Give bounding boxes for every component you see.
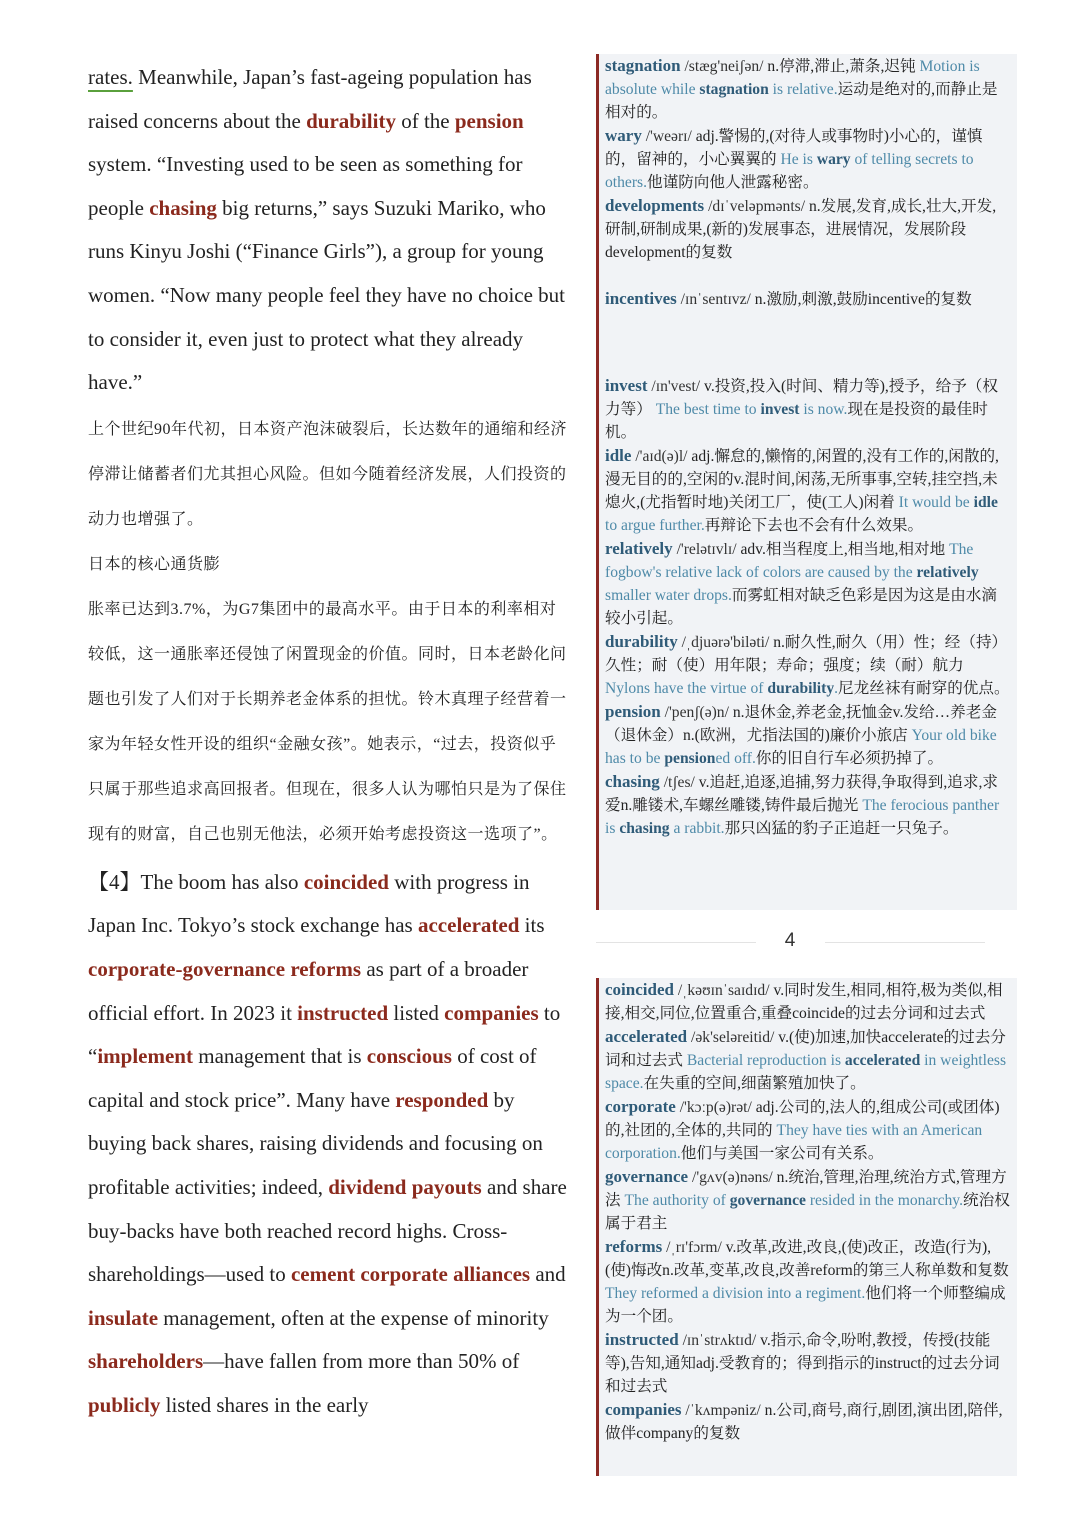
- example-text: Your old bike has to be: [605, 727, 997, 767]
- example-text: It would be: [898, 494, 974, 511]
- example-text: ed off.: [715, 750, 756, 767]
- highlighted-keyword: pension: [454, 108, 524, 133]
- phonetic: /ˌrɪ'fɔrm/: [662, 1239, 726, 1256]
- vocab-entry: [605, 54, 1011, 124]
- vocabulary-panel-1: [596, 54, 1017, 910]
- chinese-translation-heading: 日本的核心通货膨: [88, 555, 221, 573]
- english-paragraph-2: [88, 861, 570, 1428]
- headword: incentives: [605, 289, 677, 308]
- definition: n.耐久性,耐久（用）性；经（持）久性；耐（使）用年限；寿命；强度；续（耐）航力: [605, 634, 1008, 674]
- page-number: 4: [784, 930, 796, 951]
- highlighted-keyword: conscious: [366, 1044, 452, 1069]
- text-run: and: [530, 1262, 566, 1287]
- vocab-entry: [605, 1095, 1011, 1165]
- example-text: They have ties with an American corporation.: [605, 1122, 983, 1162]
- example-translation: 尼龙丝袜有耐穿的优点。: [838, 680, 1010, 697]
- vocab-entry: [605, 1235, 1011, 1328]
- page-divider-right: [825, 942, 985, 943]
- vocab-entry: [605, 630, 1011, 700]
- definition: n.公司,商号,商行,剧团,演出团,陪伴,做伴company的复数: [605, 1402, 1003, 1442]
- text-run: big returns,” says Suzuki Mariko, who runs Kinyu Joshi (“Finance Girls”), a group for young women. “Now many people feel they have no choice but to consider it, even just to protect what they already have.”: [88, 195, 566, 395]
- phonetic: /stæg'neiʃən/: [680, 58, 768, 75]
- headword: governance: [605, 1167, 689, 1186]
- example-text: The authority of: [624, 1192, 730, 1209]
- definition: v.改革,改进,改良,(使)改正，改造(行为),(使)悔改n.改革,变革,改良,改善reform的第三人称单数和复数: [605, 1239, 1009, 1279]
- headword: stagnation: [605, 56, 681, 75]
- phonetic: /dɪˈveləpmənts/: [704, 198, 809, 215]
- highlighted-keyword: corporate-governance reforms: [88, 956, 362, 981]
- definition: n.退休金,养老金,抚恤金v.发给…养老金（退休金）n.(欧洲，尤指法国的)廉价小旅店: [605, 704, 997, 744]
- highlighted-keyword: implement: [97, 1044, 193, 1069]
- example-text: accelerated: [844, 1052, 921, 1069]
- example-translation: 在失重的空间,细菌繁殖加快了。: [643, 1075, 866, 1092]
- example-text: is now.: [799, 401, 848, 418]
- example-text: is relative.: [768, 81, 838, 98]
- definition: n.发展,发育,成长,壮大,开发,研制,研制成果,(新的)发展事态，进展情况，发展阶段development的复数: [605, 198, 997, 261]
- example-text: resided in the monarchy.: [805, 1192, 963, 1209]
- chinese-translation-1: 上个世纪90年代初，日本资产泡沫破裂后，长达数年的通缩和经济停滞让储蓄者们尤其担心风险。但如今随着经济发展，人们投资的动力也增强了。: [88, 420, 568, 528]
- vocab-entry: [605, 770, 1011, 840]
- example-translation: 运动是绝对的,而静止是相对的。: [605, 81, 998, 121]
- example-translation: 他们与美国一家公司有关系。: [680, 1145, 884, 1162]
- example-text: durability: [767, 680, 835, 697]
- definition: v.同时发生,相同,相符,极为类似,相接,相交,同位,位置重合,重叠coincide的过去分词和过去式: [605, 982, 1003, 1022]
- example-text: smaller water drops.: [605, 587, 732, 604]
- example-text: Nylons have the virtue of: [605, 680, 768, 697]
- vocab-entry: [605, 124, 1011, 194]
- example-text: stagnation: [699, 81, 769, 98]
- text-run: to “: [88, 1000, 561, 1069]
- vocab-entry: [605, 537, 1011, 630]
- highlighted-keyword: dividend payouts: [328, 1174, 482, 1199]
- vocab-entry: [605, 978, 1011, 1025]
- definition: v.投资,投入(时间、精力等),授予，给予（权力等）: [605, 378, 998, 418]
- text-run: —have fallen from more than 50% of: [203, 1349, 520, 1374]
- article-column: [88, 56, 570, 1427]
- example-text: They reformed a division into a regiment.: [605, 1285, 866, 1302]
- example-text: relatively: [916, 564, 979, 581]
- highlighted-keyword: cement corporate alliances: [290, 1262, 531, 1287]
- headword: accelerated: [605, 1027, 688, 1046]
- spacer: [605, 264, 1011, 287]
- definition: n.激励,刺激,鼓励incentive的复数: [754, 291, 972, 308]
- text-run: Meanwhile, Japan’s fast-ageing population has raised concerns about the: [88, 65, 532, 133]
- example-text: in weightless space.: [605, 1052, 1007, 1092]
- phonetic: /'aɪd(ə)l/: [631, 448, 692, 465]
- phonetic: /ɪnˈsentɪvz/: [676, 291, 755, 308]
- vocab-entry: [605, 1165, 1011, 1235]
- definition: n.停滞,滞止,萧条,迟钝: [767, 58, 920, 75]
- phonetic: /'penʃ(ə)n/: [660, 704, 733, 721]
- headword: pension: [605, 702, 661, 721]
- underlined-text: rates.: [88, 65, 133, 89]
- definition: v.指示,命令,吩咐,教授，传授(技能等),告知,通知adj.受教育的；得到指示的instruct的过去分词和过去式: [605, 1332, 1000, 1395]
- highlighted-keyword: accelerated: [417, 913, 520, 938]
- phonetic: /ək'seləreitid/: [687, 1029, 779, 1046]
- text-run: management that is: [192, 1044, 367, 1069]
- highlighted-keyword: companies: [444, 1000, 539, 1025]
- spacer: [605, 334, 1011, 374]
- headword: coincided: [605, 980, 674, 999]
- vocab-entry: [605, 374, 1011, 444]
- headword: wary: [605, 126, 642, 145]
- example-text: wary: [816, 151, 851, 168]
- example-text: idle: [973, 494, 998, 511]
- vocab-entry: [605, 1398, 1011, 1445]
- vocab-entry: [605, 444, 1011, 537]
- text-run: 【4】The boom has also: [88, 869, 304, 894]
- text-run: listed: [388, 1000, 445, 1025]
- definition: adj.公司的,法人的,组成公司(或团体)的,社团的,全体的,共同的: [605, 1099, 1000, 1139]
- example-text: Motion is absolute while: [605, 58, 980, 98]
- text-run: listed shares in the early: [160, 1392, 369, 1417]
- text-run: of the: [395, 108, 455, 133]
- headword: instructed: [605, 1330, 679, 1349]
- chinese-translation-2: 胀率已达到3.7%，为G7集团中的最高水平。由于日本的利率相对较低，这一通胀率还侵蚀了闲置现金的价值。同时，日本老龄化问题也引发了人们对于长期养老金体系的担忧。铃木真理子经营着一家为年轻女性开设的组织“金融女孩”。她表示，“过去，投资似乎只属于那些追求高回报者。但现在，很多人认为哪怕只是为了保住现有的财富，自己也别无他法，必须开始考虑投资这一选项了”。: [88, 600, 567, 843]
- highlighted-keyword: responded: [395, 1087, 489, 1112]
- example-text: The best time to: [655, 401, 761, 418]
- definition: n.统治,管理,治理,统治方式,管理方法: [605, 1169, 1007, 1209]
- text-run: and share buy-backs have both reached record highs. Cross-shareholdings—used to: [88, 1174, 567, 1287]
- text-run: management, often at the expense of minority: [158, 1305, 549, 1330]
- phonetic: /'relətɪvlɪ/: [672, 541, 741, 558]
- highlighted-keyword: chasing: [149, 195, 217, 220]
- phonetic: /tʃes/: [659, 774, 699, 791]
- headword: durability: [605, 632, 678, 651]
- vocab-entry: [605, 700, 1011, 770]
- definition: adj.懈怠的,懒惰的,闲置的,没有工作的,闲散的,漫无目的的,空闲的v.混时间,闲荡,无所事事,空转,挂空挡,未熄火,(尤指暂时地)关闭工厂，使(工人)闲着: [605, 448, 999, 511]
- vocabulary-panel-2: [596, 978, 1017, 1476]
- phonetic: /'kɔːp(ə)rət/: [675, 1099, 756, 1116]
- phonetic: /ˈkʌmpəniz/: [681, 1402, 765, 1419]
- example-text: pension: [664, 750, 716, 767]
- headword: reforms: [605, 1237, 663, 1256]
- text-run: as part of a broader official effort. In 2023 it: [88, 956, 529, 1025]
- text-run: its: [519, 913, 545, 938]
- text-run: of cost of capital and stock price”. Many have: [88, 1044, 537, 1112]
- phonetic: /ɪnˈstrʌktɪd/: [678, 1332, 761, 1349]
- example-translation: 再辩论下去也不会有什么效果。: [704, 517, 924, 534]
- highlighted-keyword: coincided: [303, 869, 389, 894]
- text-run: by buying back shares, raising dividends and focusing on profitable activities; indeed,: [88, 1087, 543, 1199]
- example-translation: 现在是投资的最佳时机。: [605, 401, 988, 441]
- definition: v.追赶,追逐,追捕,努力获得,争取得到,追求,求爱n.雕镂术,车螺丝雕镂,铸件最后抛光: [605, 774, 998, 814]
- highlighted-keyword: durability: [306, 108, 396, 133]
- headword: relatively: [605, 539, 673, 558]
- definition: v.(使)加速,加快accelerate的过去分词和过去式: [605, 1029, 1006, 1069]
- example-translation: 统治权属于君主: [605, 1192, 1010, 1232]
- page-divider-left: [596, 942, 756, 943]
- example-text: The ferocious panther is: [605, 797, 1000, 837]
- headword: companies: [605, 1400, 682, 1419]
- english-paragraph-1: [88, 56, 570, 405]
- definition: adj.警惕的,(对待人或事物时)小心的，谨慎的，留神的，小心翼翼的: [605, 128, 983, 168]
- example-translation: 而雾虹相对缺乏色彩是因为这是由水滴较小引起。: [605, 587, 997, 627]
- example-text: invest: [760, 401, 800, 418]
- example-text: chasing: [619, 820, 670, 837]
- definition: adv.相当程度上,相当地,相对地: [740, 541, 950, 558]
- phonetic: /'weərɪ/: [641, 128, 696, 145]
- headword: invest: [605, 376, 648, 395]
- vocab-entry: [605, 1328, 1011, 1398]
- example-text: The fogbow's relative lack of colors are caused by the: [605, 541, 974, 581]
- phonetic: /ɪn'vest/: [647, 378, 705, 395]
- headword: chasing: [605, 772, 660, 791]
- vocab-entry: [605, 287, 1011, 311]
- phonetic: /ˌkəʊɪnˈsaɪdɪd/: [673, 982, 774, 999]
- example-translation: 那只凶猛的豹子正追赶一只兔子。: [724, 820, 959, 837]
- text-run: system. “Investing used to be seen as something for people: [88, 152, 523, 220]
- spacer: [605, 311, 1011, 334]
- example-text: to argue further.: [605, 517, 705, 534]
- example-text: a rabbit.: [669, 820, 725, 837]
- vocab-entry: [605, 1025, 1011, 1095]
- example-text: .: [834, 680, 839, 697]
- phonetic: /'gʌv(ə)nəns/: [688, 1169, 777, 1186]
- example-translation: 你的旧自行车必须扔掉了。: [755, 750, 944, 767]
- highlighted-keyword: insulate: [88, 1305, 159, 1330]
- example-translation: 他谨防向他人泄露秘密。: [647, 174, 819, 191]
- headword: developments: [605, 196, 705, 215]
- example-text: He is: [780, 151, 817, 168]
- highlighted-keyword: publicly: [88, 1392, 161, 1417]
- example-text: governance: [729, 1192, 806, 1209]
- highlighted-keyword: instructed: [297, 1000, 389, 1025]
- example-translation: 他们将一个师整编成为一个团。: [605, 1285, 1006, 1325]
- phonetic: /ˌdjuərə'biləti/: [677, 634, 774, 651]
- headword: idle: [605, 446, 632, 465]
- headword: corporate: [605, 1097, 676, 1116]
- example-text: Bacterial reproduction is: [686, 1052, 845, 1069]
- vocab-entry: [605, 194, 1011, 264]
- text-run: with progress in Japan Inc. Tokyo’s stock exchange has: [88, 869, 530, 938]
- example-text: of telling secrets to others.: [605, 151, 974, 191]
- highlighted-keyword: shareholders: [88, 1349, 204, 1374]
